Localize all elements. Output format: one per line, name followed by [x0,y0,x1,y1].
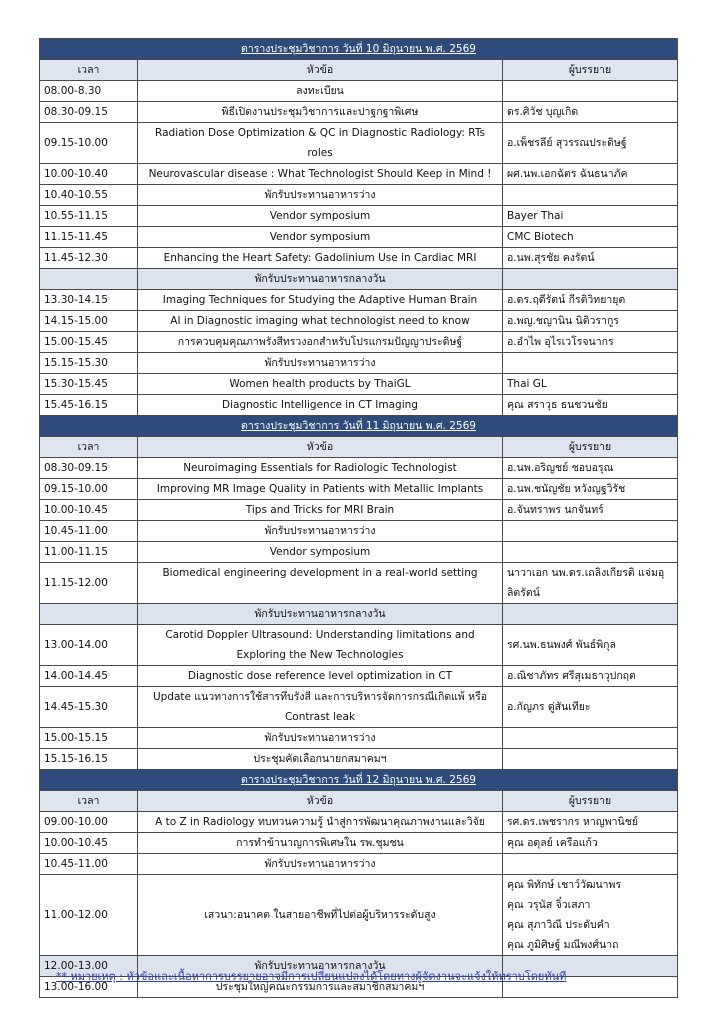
session-speaker: อ.นพ.สุรชัย คงรัตน์ [503,248,678,269]
session-speaker: Thai GL [503,374,678,395]
day-title-row [40,416,678,437]
session-speaker: รศ.ดร.เพชรากร หาญพานิชย์ [503,812,678,833]
session-row [40,479,678,500]
session-row [40,332,678,353]
session-speaker: คุณ อดุลย์ เครือแก้ว [503,833,678,854]
session-time: 11.45-12.30 [40,248,138,269]
session-topic: การควบคุมคุณภาพรังสีทรวงอกสำหรับโปรแกรมปัญญาประดิษฐ์ [138,332,503,353]
session-row [40,248,678,269]
session-topic: Diagnostic Intelligence in CT Imaging [138,395,503,416]
session-time: 10.00-10.45 [40,500,138,521]
session-speaker [503,353,678,374]
lunch-break-row [40,269,678,290]
session-speaker: อ.ดร.ฤดีรัตน์ กีรติวิทยายุต [503,290,678,311]
session-row [40,123,678,164]
session-time: 09.00-10.00 [40,812,138,833]
session-time: 08.30-09.15 [40,102,138,123]
session-time [40,269,138,290]
session-speaker [503,854,678,875]
speaker-name: คุณ วรุนัส จิ๋วเสภา [507,899,591,911]
session-topic: พักรับประทานอาหารกลางวัน [138,956,503,977]
day-title [40,770,678,791]
day-title-text: ตารางประชุมวิชาการ วันที่ 12 มิถุนายน พ.ศ. 2569 [241,774,476,786]
speaker-column-header: ผู้บรรยาย [503,437,678,458]
session-row [40,374,678,395]
session-row [40,563,678,604]
session-topic: Radiation Dose Optimization & QC in Diagnostic Radiology: RTs roles [138,123,503,164]
session-time: 10.00-10.40 [40,164,138,185]
session-speaker: อ.จันทราพร นกจันทร์ [503,500,678,521]
session-time: 15.15-15.30 [40,353,138,374]
session-topic: Improving MR Image Quality in Patients with Metallic Implants [138,479,503,500]
session-row [40,458,678,479]
session-speaker [503,728,678,749]
session-time: 10.40-10.55 [40,185,138,206]
session-row [40,666,678,687]
session-time: 15.45-16.15 [40,395,138,416]
session-row [40,500,678,521]
speaker-column-header: ผู้บรรยาย [503,791,678,812]
session-time: 10.45-11.00 [40,854,138,875]
session-row [40,395,678,416]
speaker-name: คุณ สุภาวิณี ประดับคำ [507,919,610,931]
session-speaker [503,542,678,563]
time-column-header: เวลา [40,60,138,81]
day-title-row [40,770,678,791]
session-topic: Enhancing the Heart Safety: Gadolinium Use in Cardiac MRI [138,248,503,269]
session-row [40,206,678,227]
session-topic: Vendor symposium [138,227,503,248]
session-time: 10.55-11.15 [40,206,138,227]
session-topic: Biomedical engineering development in a real-world setting [138,563,503,604]
session-row [40,542,678,563]
session-row [40,854,678,875]
session-topic: ลงทะเบียน [138,81,503,102]
topic-column-header: หัวข้อ [138,437,503,458]
session-row [40,812,678,833]
session-speaker [503,749,678,770]
session-topic: พักรับประทานอาหารกลางวัน [138,604,503,625]
speaker-name: คุณ ภูมิศิษฐ์ มณีพงศ์นาถ [507,939,619,951]
session-topic: พักรับประทานอาหารว่าง [138,185,503,206]
day-title [40,39,678,60]
session-speaker: รศ.นพ.ธนพงศ์ พันธ์พิกุล [503,625,678,666]
session-speaker: อ.พญ.ชญานิน นิติวรากูร [503,311,678,332]
session-row [40,728,678,749]
day-title-text: ตารางประชุมวิชาการ วันที่ 10 มิถุนายน พ.ศ. 2569 [241,43,476,55]
column-header-row [40,60,678,81]
session-row [40,353,678,374]
session-time: 09.15-10.00 [40,479,138,500]
session-speaker: นาวาเอก นพ.ดร.เถลิงเกียรติ แจ่มอุลิตรัตน์ [503,563,678,604]
session-topic: การทำข้านาญการพิเศษใน รพ.ชุมชน [138,833,503,854]
session-speaker: อ.นพ.ชนัญชัย หวังญฐวิรัช [503,479,678,500]
session-speaker: Bayer Thai [503,206,678,227]
session-speaker [503,269,678,290]
session-topic: พักรับประทานอาหารกลางวัน [138,269,503,290]
footnote: ** หมายเหตุ : หัวข้อและเนื้อหาการบรรยายอาจมีการเปลี่ยนแปลงได้โดยทางผู้จัดงานจะแจ้งให้ทราบโดยทันที [56,970,567,983]
day-title [40,416,678,437]
session-time: 15.00-15.45 [40,332,138,353]
session-topic: A to Z in Radiology ทบทวนความรู้ นำสู่การพัฒนาคุณภาพงานและวิจัย [138,812,503,833]
session-time: 11.15-12.00 [40,563,138,604]
schedule-table [39,38,678,998]
session-topic: Update แนวทางการใช้สารทึบรังสี และการบริหารจัดการกรณีเกิดแพ้ หรือ Contrast leak [138,687,503,728]
session-row [40,164,678,185]
session-speaker [503,81,678,102]
session-row [40,521,678,542]
session-time: 15.00-15.15 [40,728,138,749]
session-row [40,227,678,248]
session-topic: Neuroimaging Essentials for Radiologic Technologist [138,458,503,479]
session-time: 09.15-10.00 [40,123,138,164]
session-row [40,290,678,311]
session-topic: AI in Diagnostic imaging what technologist need to know [138,311,503,332]
session-time: 14.00-14.45 [40,666,138,687]
session-time: 14.15-15.00 [40,311,138,332]
time-column-header: เวลา [40,437,138,458]
session-time: 12.00-13.00 [40,956,138,977]
session-speaker: อ.นพ.อริญชย์ ชอบอรุณ [503,458,678,479]
session-time: 13.00-14.00 [40,625,138,666]
session-row [40,625,678,666]
session-time: 10.45-11.00 [40,521,138,542]
session-topic: Imaging Techniques for Studying the Adaptive Human Brain [138,290,503,311]
session-topic: พักรับประทานอาหารว่าง [138,728,503,749]
session-topic: Diagnostic dose reference level optimization in CT [138,666,503,687]
session-time: 13.30-14.15 [40,290,138,311]
session-speakers [503,875,678,956]
time-column-header: เวลา [40,791,138,812]
day-title-text: ตารางประชุมวิชาการ วันที่ 11 มิถุนายน พ.ศ. 2569 [241,420,476,432]
session-topic: Neurovascular disease : What Technologist Should Keep in Mind ! [138,164,503,185]
session-time [40,604,138,625]
session-speaker [503,185,678,206]
session-topic: พิธีเปิดงานประชุมวิชาการและปาฐกฐาพิเศษ [138,102,503,123]
session-row [40,311,678,332]
session-time: 14.45-15.30 [40,687,138,728]
session-time: 11.00-11.15 [40,542,138,563]
lunch-break-row [40,604,678,625]
session-row [40,875,678,956]
topic-column-header: หัวข้อ [138,60,503,81]
session-speaker: ดร.ศิวัช บุญเกิด [503,102,678,123]
session-row [40,833,678,854]
session-row [40,749,678,770]
topic-column-header: หัวข้อ [138,791,503,812]
session-time: 11.15-11.45 [40,227,138,248]
session-row [40,185,678,206]
session-speaker [503,521,678,542]
session-time: 08.30-09.15 [40,458,138,479]
session-topic: พักรับประทานอาหารว่าง [138,854,503,875]
session-speaker [503,604,678,625]
session-speaker: ผศ.นพ.เอกฉัตร ฉันธนาภัค [503,164,678,185]
speaker-column-header: ผู้บรรยาย [503,60,678,81]
column-header-row [40,791,678,812]
session-topic: เสวนา:อนาคต ในสายอาชีพที่ไปต่อผู้บริหารระดับสูง [138,875,503,956]
session-topic: พักรับประทานอาหารว่าง [138,521,503,542]
session-speaker: อ.อำไพ อุไรเวโรจนากร [503,332,678,353]
session-topic: ประชุมใหญ่คณะกรรมการและสมาชิกสมาคมฯ [138,977,503,998]
session-speaker: อ.ณิชาภัทร ศรีสุเมธาวุปกฤต [503,666,678,687]
session-topic: Tips and Tricks for MRI Brain [138,500,503,521]
session-row [40,102,678,123]
session-row [40,81,678,102]
session-time: 15.15-16.15 [40,749,138,770]
session-speaker: อ.เพ็ชรลีย์ สุวรรณประดิษฐ์ [503,123,678,164]
day-title-row [40,39,678,60]
session-topic: Vendor symposium [138,206,503,227]
session-topic: Vendor symposium [138,542,503,563]
speaker-name: คุณ พิทักษ์ เชาว์วัฒนาพร [507,879,622,891]
session-time: 13.00-16.00 [40,977,138,998]
session-time: 08.00-8.30 [40,81,138,102]
session-time: 10.00-10.45 [40,833,138,854]
column-header-row [40,437,678,458]
session-topic: Women health products by ThaiGL [138,374,503,395]
session-time: 11.00-12.00 [40,875,138,956]
session-topic: พักรับประทานอาหารว่าง [138,353,503,374]
session-speaker: CMC Biotech [503,227,678,248]
session-speaker: อ.กัญภร ดู่สันเทียะ [503,687,678,728]
session-time: 15.30-15.45 [40,374,138,395]
session-topic: ประชุมคัดเลือกนายกสมาคมฯ [138,749,503,770]
session-row [40,687,678,728]
session-topic: Carotid Doppler Ultrasound: Understanding limitations and Exploring the New Technologies [138,625,503,666]
session-speaker: คุณ สราวุธ ธนชวนชัย [503,395,678,416]
